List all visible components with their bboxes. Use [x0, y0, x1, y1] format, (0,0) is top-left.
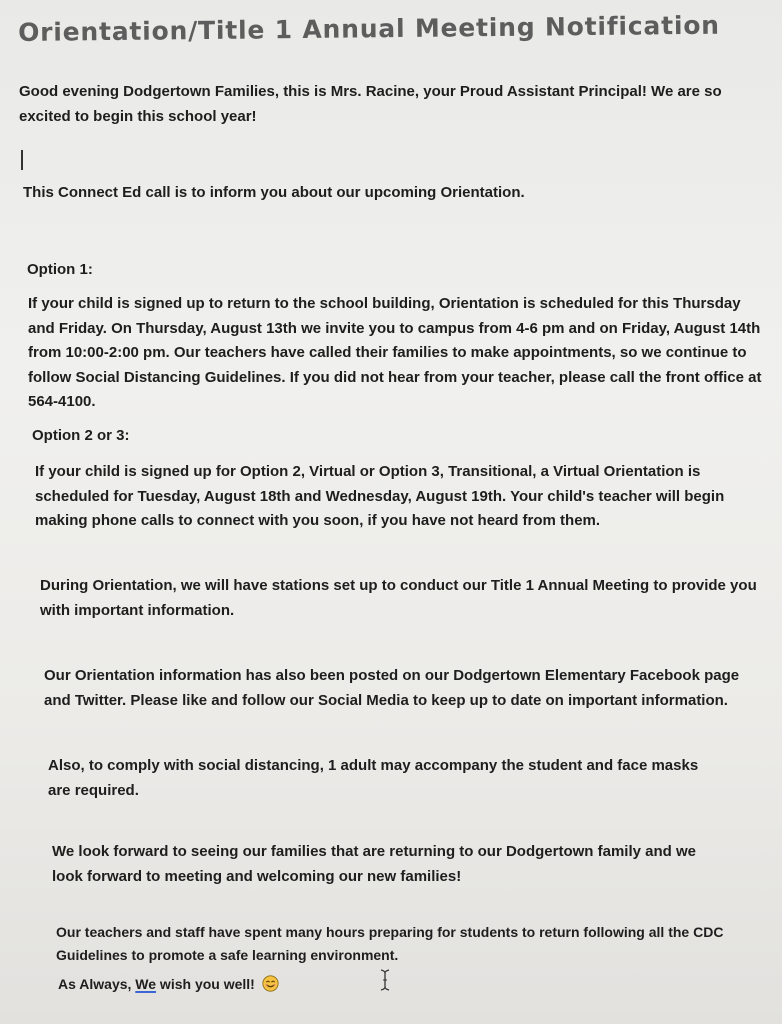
smiling-face-icon — [262, 975, 279, 992]
closing-suffix: wish you well! — [156, 976, 255, 992]
greeting-paragraph: Good evening Dodgertown Families, this is Mrs. Racine, your Proud Assistant Principal! We are so excited to begin this school year! — [19, 83, 722, 125]
option-1-paragraph: If your child is signed up to return to the school building, Orientation is scheduled for this Thursday and Friday. On Thursday, August 13th we invite you to campus from 4-6 pm and on Friday, August 14th from 10:00-2:00 pm. Our teachers have called their families to make appointments, so we continue to follow Social Distancing Guidelines. If you did not hear from your teacher, please call the front office at 564-4100. — [28, 295, 762, 410]
text-cursor-icon — [21, 150, 23, 170]
document-title: Orientation/Title 1 Annual Meeting Notification — [18, 10, 720, 47]
closing-prefix: As Always, — [58, 976, 136, 992]
option-2-3-label: Option 2 or 3: — [32, 427, 130, 444]
option-1-label: Option 1: — [27, 261, 93, 278]
option-2-3-paragraph: If your child is signed up for Option 2, Virtual or Option 3, Transitional, a Virtual Orientation is scheduled for Tuesday, August 18th and Wednesday, August 19th. Your child's teacher will begin making phone calls to connect with you soon, if you have not heard from them. — [35, 463, 725, 529]
distancing-paragraph: Also, to comply with social distancing, 1 adult may accompany the student and face masks are required. — [48, 757, 699, 799]
intro-paragraph: This Connect Ed call is to inform you about our upcoming Orientation. — [23, 184, 525, 201]
closing-line — [58, 972, 458, 997]
title-1-paragraph: During Orientation, we will have stations set up to conduct our Title 1 Annual Meeting to provide you with important information. — [40, 577, 757, 619]
ibeam-pointer-icon — [379, 969, 391, 991]
social-media-paragraph: Our Orientation information has also been posted on our Dodgertown Elementary Facebook page and Twitter. Please like and follow our Social Media to keep up to date on important information. — [44, 667, 740, 709]
welcome-paragraph: We look forward to seeing our families that are returning to our Dodgertown family and we look forward to meeting and welcoming our new families! — [52, 843, 696, 885]
staff-paragraph: Our teachers and staff have spent many hours preparing for students to return following all the CDC Guidelines to promote a safe learning environment. — [56, 924, 724, 963]
closing-we-word: We — [135, 976, 157, 992]
